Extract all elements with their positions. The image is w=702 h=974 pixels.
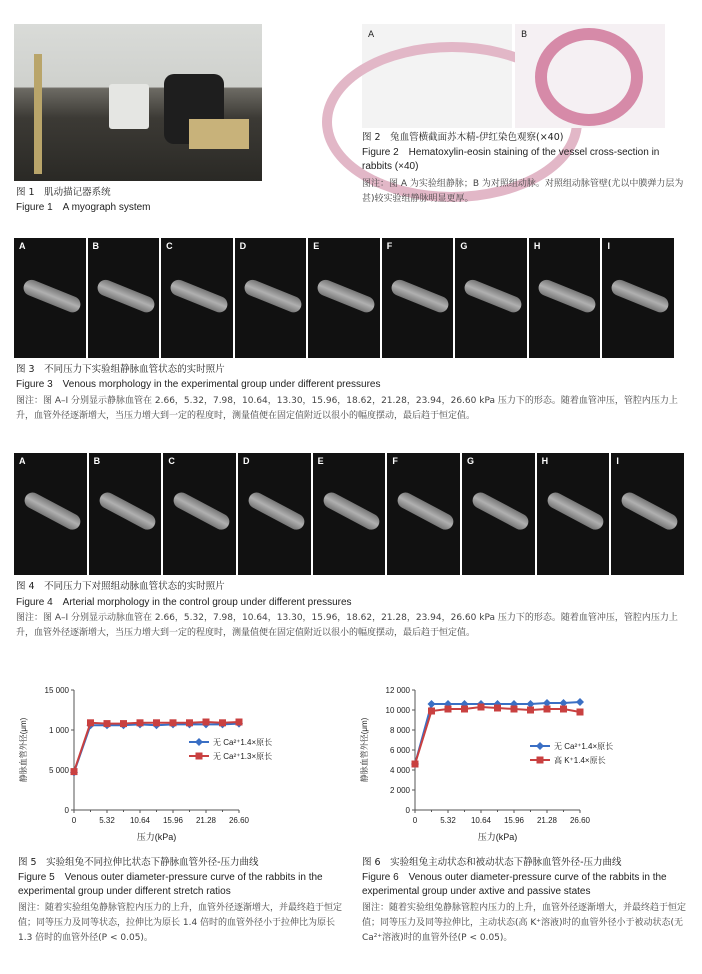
x-tick-label: 21.28 xyxy=(536,816,558,825)
fig2-note: 图注：图 A 为实验组静脉；B 为对照组动脉。对照组动脉管壁(尤以中膜弹力层为甚)较实验组静脉明显更厚。 xyxy=(362,179,684,204)
data-point xyxy=(170,719,177,726)
y-tick-label: 4 000 xyxy=(389,766,410,775)
photo-panel-h xyxy=(537,453,610,575)
fig6-caption-zh: 图 6 实验组兔主动状态和被动状态下静脉血管外径-压力曲线 xyxy=(362,857,622,868)
x-tick-label: 26.60 xyxy=(569,816,591,825)
photo-panel-f xyxy=(387,453,460,575)
photo-panel-label: E xyxy=(317,456,324,466)
fig5-line-chart xyxy=(14,678,273,853)
data-point xyxy=(137,719,144,726)
photo-panel-d xyxy=(235,238,307,358)
photo-panel-i xyxy=(602,238,674,358)
myograph-photo xyxy=(14,24,262,181)
x-tick-label: 10.64 xyxy=(129,816,151,825)
y-tick-label: 2 000 xyxy=(389,786,410,795)
legend-label: 无 Ca²⁺1.4×原长 xyxy=(213,738,273,747)
photo-panel-c xyxy=(163,453,236,575)
data-point xyxy=(120,720,127,727)
data-point xyxy=(511,706,518,713)
data-point xyxy=(494,705,501,712)
y-tick-label: 15 000 xyxy=(44,686,69,695)
fig3-caption-zh: 图 3 不同压力下实验组静脉血管状态的实时照片 xyxy=(16,364,225,375)
data-point xyxy=(445,706,452,713)
x-tick-label: 21.28 xyxy=(195,816,217,825)
data-point xyxy=(203,719,210,726)
legend-marker xyxy=(196,753,203,760)
photo-panel-g xyxy=(462,453,535,575)
photo-panel-c xyxy=(161,238,233,358)
photo-panel-label: D xyxy=(243,456,250,466)
y-tick-label: 0 xyxy=(405,806,410,815)
data-point xyxy=(186,719,193,726)
data-point xyxy=(577,709,584,716)
data-point xyxy=(478,704,485,711)
photo-panel-a xyxy=(14,238,86,358)
fig3-caption-en: Figure 3 Venous morphology in the experimental group under different pressures xyxy=(16,379,381,390)
data-point xyxy=(428,700,436,708)
y-tick-label: 12 000 xyxy=(385,686,410,695)
photo-panel-g xyxy=(455,238,527,358)
data-point xyxy=(461,706,468,713)
y-tick-label: 1 000 xyxy=(48,726,69,735)
photo-panel-b xyxy=(89,453,162,575)
photo-panel-label: G xyxy=(460,241,468,251)
fig4-note: 图注：图 A–I 分别显示动脉血管在 2.66，5.32，7.98，10.64，13.30，15.96，18.62，21.28，23.94，26.60 kPa 压力下的形态。随着血管冲压，管腔内压力上升，血管外径逐渐增大，当压力增大到一定的程度时，测量值便在固定值附近以很小的幅度摆动，最后趋于恒定值。 xyxy=(16,613,678,638)
photo-panel-e xyxy=(308,238,380,358)
x-tick-label: 15.96 xyxy=(162,816,184,825)
data-point xyxy=(428,708,435,715)
y-tick-label: 5 000 xyxy=(48,766,69,775)
x-tick-label: 26.60 xyxy=(228,816,250,825)
photo-panel-label: E xyxy=(313,241,320,251)
fig4-caption-en: Figure 4 Arterial morphology in the control group under different pressures xyxy=(16,597,352,608)
data-point xyxy=(236,719,243,726)
x-tick-label: 10.64 xyxy=(470,816,492,825)
photo-panel-e xyxy=(313,453,386,575)
fig1-caption-en: Figure 1 A myograph system xyxy=(16,202,151,213)
photo-panel-a xyxy=(14,453,87,575)
fig2-caption-en: Figure 2 Hematoxylin-eosin staining of the vessel cross-section in rabbits (×40) xyxy=(362,147,660,172)
photo-panel-label: F xyxy=(392,456,398,466)
fig5-note: 图注：随着实验组兔静脉管腔内压力的上升，血管外径逐渐增大，并最终趋于恒定值；同等压力及同等状态，拉伸比为原长 1.4 倍时的血管外径小于拉伸比为原长 1.3 倍时的血管外径(P < 0.05)。 xyxy=(18,903,343,943)
photo-panel-label: C xyxy=(168,456,175,466)
fig2-caption-zh: 图 2 兔血管横截面苏木精-伊红染色观察(×40) xyxy=(362,132,564,143)
fig4-photo-strip xyxy=(14,453,686,575)
x-tick-label: 15.96 xyxy=(503,816,525,825)
legend-label: 高 K⁺1.4×原长 xyxy=(554,756,606,765)
fig3-photo-strip xyxy=(14,238,676,358)
legend-label: 无 Ca²⁺1.4×原长 xyxy=(554,742,614,751)
y-axis-label: 静脉血管外径(μm) xyxy=(19,717,28,783)
fig6-note: 图注：随着实验组兔静脉管腔内压力的上升，血管外径逐渐增大，并最终趋于恒定值；同等压力及同等拉伸比，主动状态(高 K⁺溶液)时的血管外径小于被动状态(无 Ca²⁺溶液)时的血管外径(P < 0.05)。 xyxy=(362,903,687,943)
photo-panel-d xyxy=(238,453,311,575)
photo-panel-f xyxy=(382,238,454,358)
legend-marker xyxy=(536,742,544,750)
photo-panel-h xyxy=(529,238,601,358)
legend-marker xyxy=(195,738,203,746)
x-tick-label: 0 xyxy=(412,816,418,825)
photo-panel-label: F xyxy=(386,241,393,251)
fig6-line-chart xyxy=(355,678,614,853)
data-point xyxy=(576,698,584,706)
x-axis-label: 压力(kPa) xyxy=(477,832,518,842)
y-tick-label: 6 000 xyxy=(389,746,410,755)
photo-panel-label: G xyxy=(467,456,475,466)
photo-panel-label: I xyxy=(616,456,619,466)
fig1-caption-zh: 图 1 肌动描记器系统 xyxy=(16,187,111,198)
x-axis-label: 压力(kPa) xyxy=(136,832,177,842)
photo-panel-label: A xyxy=(19,241,26,251)
photo-panel-i xyxy=(611,453,684,575)
fig3-note: 图注：图 A–I 分别显示静脉血管在 2.66，5.32，7.98，10.64，13.30，15.96，18.62，21.28，23.94，26.60 kPa 压力下的形态。随着血管冲压，管腔内压力上升，血管外径逐渐增大，当压力增大到一定的程度时，测量值便在固定值附近以很小的幅度摆动，最后趋于恒定值。 xyxy=(16,396,678,421)
data-point xyxy=(219,719,226,726)
histology-panel-a xyxy=(362,24,512,128)
photo-panel-label: B xyxy=(92,241,100,251)
y-tick-label: 10 000 xyxy=(385,706,410,715)
data-point xyxy=(87,719,94,726)
data-point xyxy=(544,706,551,713)
legend-label: 无 Ca²⁺1.3×原长 xyxy=(213,752,273,761)
fig4-caption-zh: 图 4 不同压力下对照组动脉血管状态的实时照片 xyxy=(16,581,225,592)
photo-panel-label: C xyxy=(166,241,173,251)
x-tick-label: 0 xyxy=(71,816,77,825)
data-point xyxy=(71,768,78,775)
panel-label-a: A xyxy=(368,30,375,40)
series-line xyxy=(74,724,239,773)
legend-marker xyxy=(537,757,544,764)
photo-panel-label: B xyxy=(93,456,101,466)
photo-panel-label: A xyxy=(19,456,26,466)
photo-panel-label: D xyxy=(239,241,247,251)
fig5-caption-zh: 图 5 实验组兔不同拉伸比状态下静脉血管外径-压力曲线 xyxy=(18,857,259,868)
data-point xyxy=(104,720,111,727)
y-tick-label: 0 xyxy=(64,806,69,815)
y-tick-label: 8 000 xyxy=(389,726,410,735)
data-point xyxy=(412,761,419,768)
x-tick-label: 5.32 xyxy=(440,816,456,825)
data-point xyxy=(527,707,534,714)
data-point xyxy=(153,719,160,726)
fig6-caption-en: Figure 6 Venous outer diameter-pressure curve of the rabbits in the experimental group under axtive and passive states xyxy=(362,872,667,897)
panel-label-b: B xyxy=(521,30,528,40)
photo-panel-label: I xyxy=(607,241,610,251)
photo-panel-label: H xyxy=(541,456,549,466)
photo-panel-b xyxy=(88,238,160,358)
photo-panel-label: H xyxy=(533,241,541,251)
histology-panel-b xyxy=(515,24,665,128)
x-tick-label: 5.32 xyxy=(99,816,115,825)
fig5-caption-en: Figure 5 Venous outer diameter-pressure curve of the rabbits in the experimental group under different stretch ratios xyxy=(18,872,323,897)
y-axis-label: 静脉血管外径(μm) xyxy=(360,717,369,783)
data-point xyxy=(560,706,567,713)
